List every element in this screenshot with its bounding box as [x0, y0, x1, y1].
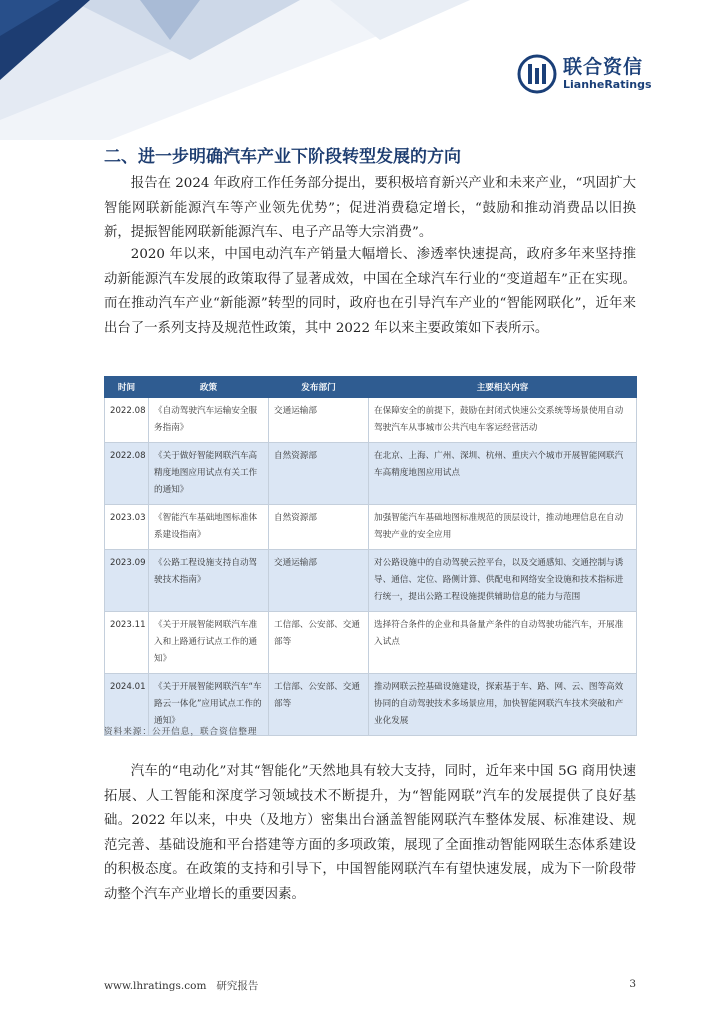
table-source-note: 资料来源：公开信息，联合资信整理: [104, 727, 258, 737]
cell-content: 在保障安全的前提下，鼓励在封闭式快速公交系统等场景使用自动驾驶汽车从事城市公共汽电车客运经营活动: [369, 398, 637, 443]
brand-name-cn: 联合资信: [563, 56, 644, 78]
col-header-dept: 发布部门: [269, 377, 369, 398]
table-row: [105, 398, 637, 443]
table-row: [105, 505, 637, 550]
cell-time: 2024.01: [105, 674, 149, 736]
col-header-content: 主要相关内容: [369, 377, 637, 398]
page-number: 3: [629, 978, 636, 990]
paragraph-3: 汽车的“电动化”对其“智能化”天然地具有较大支持，同时，近年来中国 5G 商用快速拓展、人工智能和深度学习领域技术不断提升，为“智能网联”汽车的发展提供了良好基础。2022 年以来，中央（及地方）密集出台涵盖智能网联汽车整体发展、标准建设、规范完善、基础设施和平台搭建等方面的多项政策，展现了全面推动智能网联生态体系建设的积极态度。在政策的支持和引导下，中国智能网联汽车有望快速发展，成为下一阶段带动整个汽车产业增长的重要因素。: [104, 764, 636, 902]
cell-content: 选择符合条件的企业和具备量产条件的自动驾驶功能汽车，开展准入试点: [369, 612, 637, 674]
paragraph-2: 2020 年以来，中国电动汽车产销量大幅增长、渗透率快速提高，政府多年来坚持推动新能源汽车发展的政策取得了显著成效，中国在全球汽车行业的“变道超车”正在实现。而在推动汽车产业“新能源”转型的同时，政府也在引导汽车产业的“智能网联化”，近年来出台了一系列支持及规范性政策，其中 2022 年以来主要政策如下表所示。: [104, 247, 636, 336]
cell-dept: 工信部、公安部、交通部等: [269, 674, 369, 736]
cell-content: 推动网联云控基础设施建设，探索基于车、路、网、云、图等高效协同的自动驾驶技术多场景应用，加快智能网联汽车技术突破和产业化发展: [369, 674, 637, 736]
footer-label: 研究报告: [216, 980, 259, 992]
logo-mark-icon: [517, 54, 557, 94]
cell-dept: 交通运输部: [269, 550, 369, 612]
paragraph-1: 报告在 2024 年政府工作任务部分提出，要积极培育新兴产业和未来产业，“巩固扩大智能网联新能源汽车等产业领先优势”；促进消费稳定增长，“鼓励和推动消费品以旧换新，提振智能网联新能源汽车、电子产品等大宗消费”。: [104, 176, 636, 241]
cell-time: 2023.09: [105, 550, 149, 612]
cell-content: 对公路设施中的自动驾驶云控平台，以及交通感知、交通控制与诱导、通信、定位、路侧计算、供配电和网络安全设施和技术指标进行统一，提出公路工程设施提供辅助信息的能力与范围: [369, 550, 637, 612]
col-header-policy: 政策: [149, 377, 269, 398]
cell-content: 在北京、上海、广州、深圳、杭州、重庆六个城市开展智能网联汽车高精度地图应用试点: [369, 443, 637, 505]
cell-dept: 自然资源部: [269, 505, 369, 550]
section-title: 二、进一步明确汽车产业下阶段转型发展的方向: [104, 147, 461, 167]
table-row: [105, 443, 637, 505]
cell-dept: 自然资源部: [269, 443, 369, 505]
cell-time: 2022.08: [105, 443, 149, 505]
cell-policy: 《自动驾驶汽车运输安全服务指南》: [149, 398, 269, 443]
policy-table: [104, 376, 637, 736]
cell-policy: 《关于做好智能网联汽车高精度地图应用试点有关工作的通知》: [149, 443, 269, 505]
cell-policy: 《关于开展智能网联汽车“车路云一体化”应用试点工作的通知》: [149, 674, 269, 736]
header-decoration: [0, 0, 470, 140]
table-header-row: [105, 377, 637, 398]
brand-name-en: LianheRatings: [563, 78, 652, 91]
cell-dept: 工信部、公安部、交通部等: [269, 612, 369, 674]
cell-time: 2022.08: [105, 398, 149, 443]
brand-logo: [517, 54, 652, 94]
cell-policy: 《公路工程设施支持自动驾驶技术指南》: [149, 550, 269, 612]
cell-policy: 《关于开展智能网联汽车准入和上路通行试点工作的通知》: [149, 612, 269, 674]
cell-content: 加强智能汽车基础地图标准规范的顶层设计，推动地理信息在自动驾驶产业的安全应用: [369, 505, 637, 550]
cell-policy: 《智能汽车基础地图标准体系建设指南》: [149, 505, 269, 550]
table-row: [105, 612, 637, 674]
cell-time: 2023.11: [105, 612, 149, 674]
cell-time: 2023.03: [105, 505, 149, 550]
table-row: [105, 550, 637, 612]
cell-dept: 交通运输部: [269, 398, 369, 443]
footer-site-link[interactable]: www.lhratings.com: [104, 980, 207, 992]
col-header-time: 时间: [105, 377, 149, 398]
